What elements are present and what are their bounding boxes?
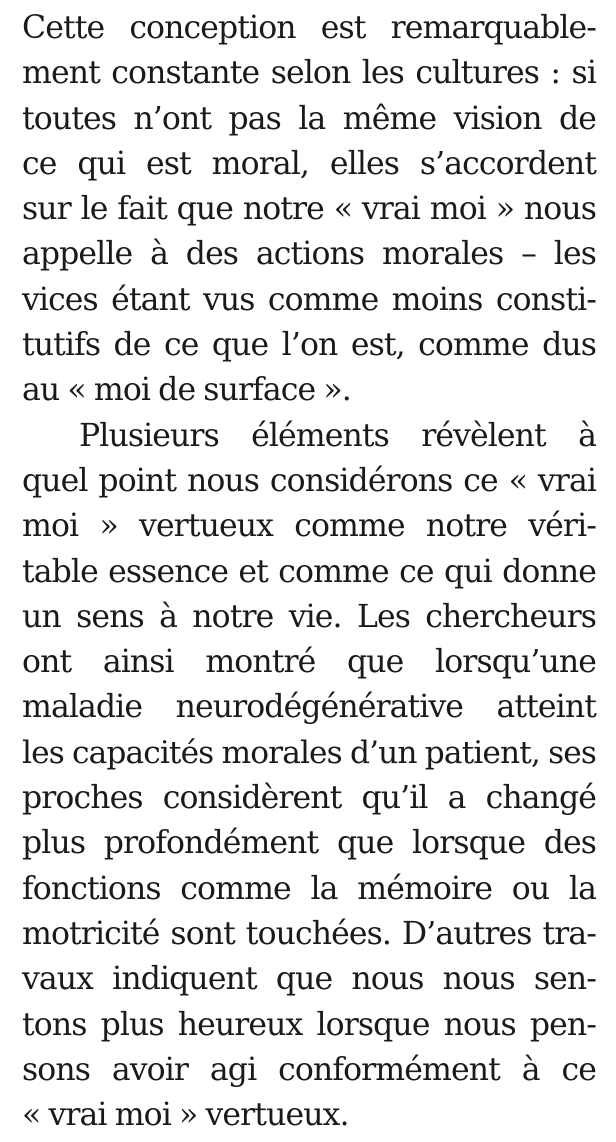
text-line: ce qui est moral, elles s’accordent (22, 145, 596, 182)
text-line: toutes n’ont pas la même vision de (22, 100, 596, 137)
text-line: moi » vertueux comme notre véri- (22, 508, 596, 545)
text-line: tons plus heureux lorsque nous pen- (22, 1006, 596, 1043)
text-line: plus profondément que lorsque des (22, 825, 596, 862)
text-line: sons avoir agi conformément à ce (22, 1051, 596, 1088)
paragraph-1 (22, 6, 596, 414)
text-line: au « moi de surface ». (22, 372, 351, 409)
text-line: maladie neurodégénérative atteint (22, 689, 596, 726)
text-line: sur le fait que notre « vrai moi » nous (22, 191, 596, 228)
text-line: proches considèrent qu’il a changé (22, 780, 596, 817)
text-line: tutifs de ce que l’on est, comme dus (22, 327, 596, 364)
text-line: Cette conception est remarquable- (22, 10, 596, 46)
text-line: vices étant vus comme moins consti- (22, 281, 596, 318)
text-column (22, 6, 596, 1138)
text-line: ont ainsi montré que lorsqu’une (22, 644, 596, 681)
text-line: table essence et comme ce qui donne (22, 553, 596, 590)
text-line: fonctions comme la mémoire ou la (22, 870, 596, 907)
text-line: vaux indiquent que nous nous sen- (22, 961, 596, 998)
text-line: quel point nous considérons ce « vrai (22, 462, 596, 499)
text-line: ment constante selon les cultures : si (22, 55, 596, 92)
text-line: Plusieurs éléments révèlent à (79, 417, 596, 454)
text-line: les capacités morales d’un patient, ses (22, 734, 596, 771)
text-line: appelle à des actions morales – les (22, 236, 596, 273)
paragraph-2 (22, 414, 596, 1139)
text-line: « vrai moi » vertueux. (22, 1097, 349, 1134)
text-line: motricité sont touchées. D’autres tra- (22, 915, 596, 952)
text-line: un sens à notre vie. Les chercheurs (22, 598, 596, 635)
